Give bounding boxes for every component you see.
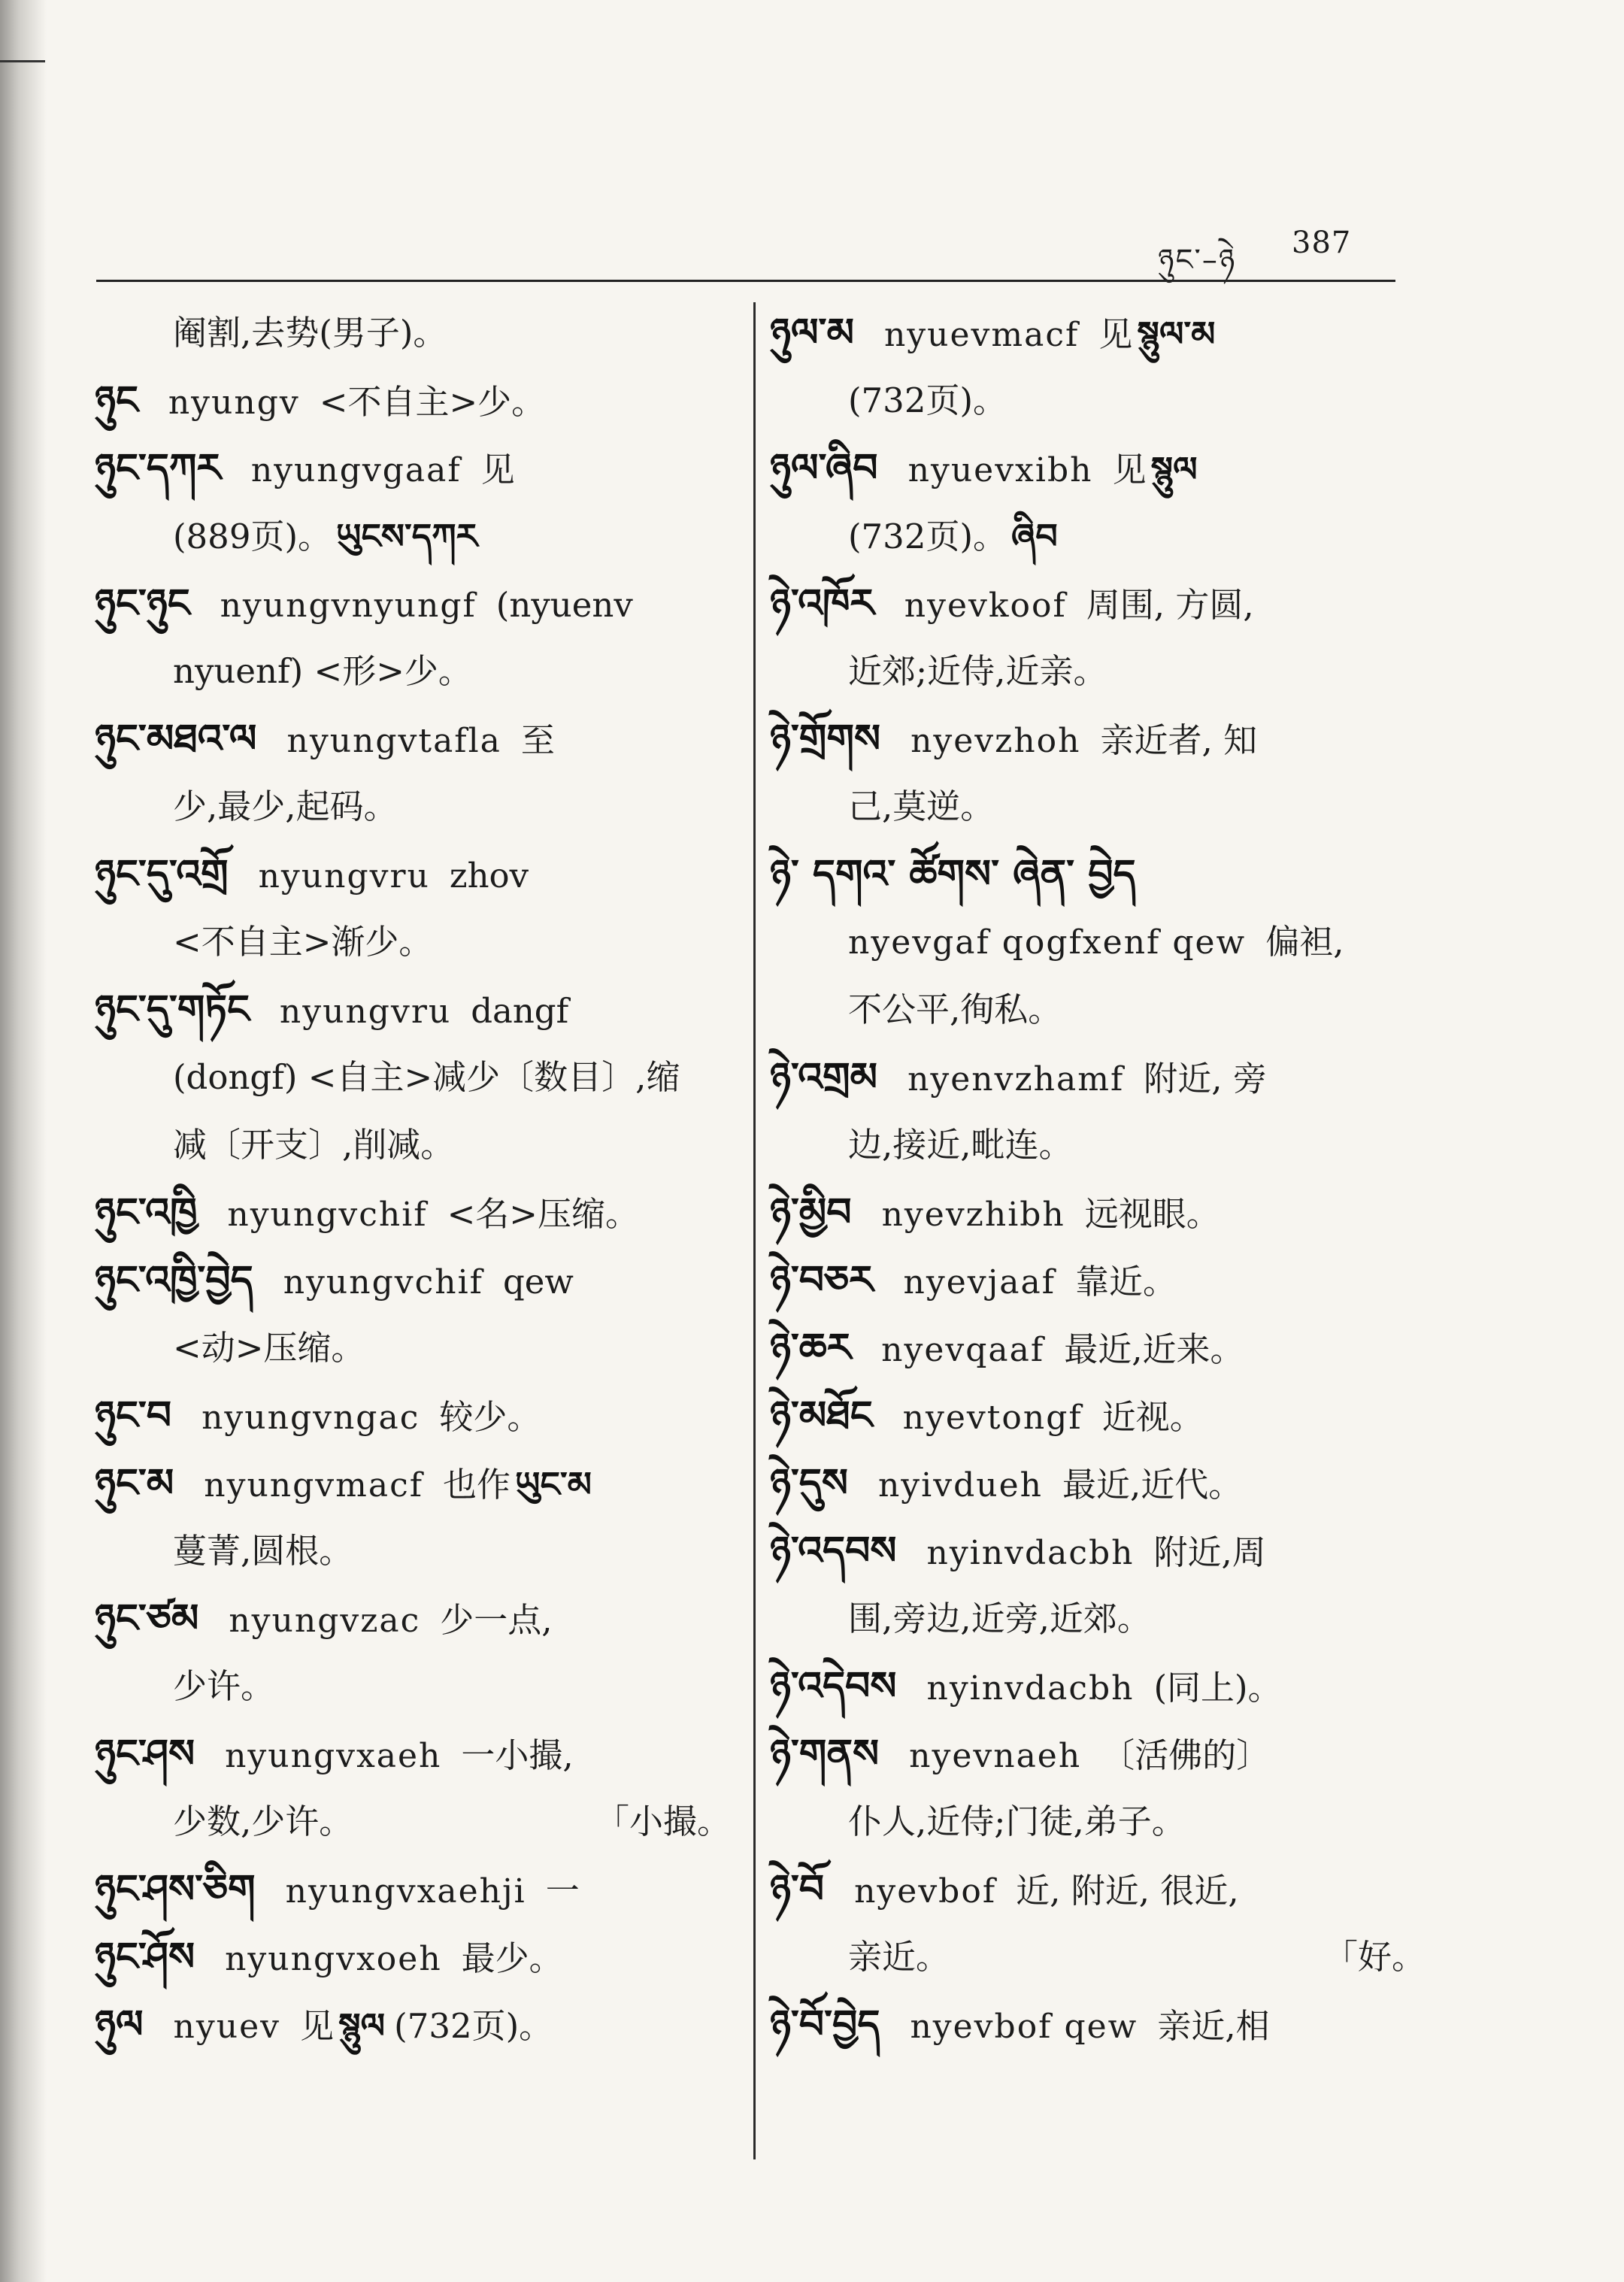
romanization: nyungvru bbox=[258, 857, 430, 896]
page-number: 387 bbox=[1292, 226, 1352, 260]
entry-headword-line bbox=[770, 299, 1426, 367]
entry-headword-line bbox=[770, 1314, 1426, 1382]
definition-text: (dongf) <自主>减少〔数目〕,缩 bbox=[173, 1057, 680, 1097]
entry-headword-line bbox=[770, 1856, 1426, 1923]
definition-text: 最近,近来。 bbox=[1064, 1329, 1244, 1369]
tibetan-headword: ཉེ་ དགའ་ ཚོགས་ ཞེན་ བྱེད bbox=[770, 852, 1136, 897]
entry-continuation-line bbox=[95, 299, 731, 367]
definition-text: 阉割,去势(男子)。 bbox=[173, 313, 447, 353]
entry-headword-line bbox=[770, 1247, 1426, 1314]
tibetan-headword: ཉུལ་མ bbox=[770, 311, 854, 356]
definition-text: 亲近者, 知 bbox=[1100, 720, 1258, 760]
tibetan-headword: ཉེ་མཐོང bbox=[770, 1393, 873, 1438]
entry-headword-line bbox=[770, 841, 1426, 908]
romanization: nyevjaaf bbox=[903, 1263, 1056, 1302]
romanization: nyevtongf bbox=[902, 1399, 1083, 1437]
romanization: nyevzhoh bbox=[910, 722, 1081, 760]
definition-text: 见 bbox=[1112, 450, 1147, 489]
scan-edge-mark bbox=[0, 60, 45, 62]
tibetan-headword: ཉུང་ཤས་ཅིག bbox=[95, 1867, 256, 1912]
tibetan-headword: ཉེ་དུས bbox=[770, 1461, 848, 1506]
entry-headword-line bbox=[95, 976, 731, 1044]
definition-text: 远视眼。 bbox=[1084, 1194, 1220, 1234]
tibetan-crossref: ཡུང་མ bbox=[515, 1464, 592, 1505]
definition-text: 近视。 bbox=[1101, 1397, 1204, 1437]
entry-continuation-line bbox=[770, 1111, 1426, 1179]
right-column bbox=[770, 299, 1426, 2059]
definition-text: (889页)。 bbox=[173, 517, 332, 556]
definition-text: 最少。 bbox=[461, 1938, 563, 1978]
romanization: nyungvzac bbox=[229, 1602, 421, 1640]
entry-continuation-line bbox=[95, 502, 731, 570]
romanization: nyevbof qew bbox=[910, 2008, 1138, 2046]
tibetan-headword: ཉེ་འགྲམ bbox=[770, 1055, 878, 1100]
scan-edge-shadow bbox=[0, 0, 47, 2282]
romanization: nyungvru bbox=[279, 993, 452, 1031]
tibetan-headword: ཉེ་འདབས bbox=[770, 1529, 897, 1574]
definition-text: dangf bbox=[471, 991, 569, 1031]
romanization: nyuevxibh bbox=[907, 451, 1093, 489]
tibetan-headword: ཉུལ་ཞིབ bbox=[770, 446, 878, 491]
definition-text: 靠近。 bbox=[1075, 1262, 1177, 1302]
continuation-marker: 「小撮。 bbox=[595, 1802, 731, 1841]
tibetan-headword: ཉུང་མ bbox=[95, 1461, 174, 1506]
guide-word: ཉུང་–ཉེ bbox=[1158, 243, 1237, 277]
definition-text: 近郊;近侍,近亲。 bbox=[848, 651, 1107, 691]
entry-headword-line bbox=[95, 1382, 731, 1450]
tibetan-headword: ཉེ་བཅར bbox=[770, 1258, 874, 1303]
entry-continuation-line bbox=[95, 1044, 731, 1111]
tibetan-headword: ཉེ་གྲོགས bbox=[770, 717, 881, 762]
entry-headword-line bbox=[95, 1720, 731, 1788]
tibetan-headword: ཉུང་བ bbox=[95, 1393, 172, 1438]
definition-text: 少,最少,起码。 bbox=[173, 786, 398, 826]
romanization: nyevzhibh bbox=[881, 1196, 1065, 1234]
tibetan-headword: ཉུང bbox=[95, 378, 138, 423]
tibetan-headword: ཉུང་དཀར bbox=[95, 446, 221, 491]
definition-text: 少数,少许。 bbox=[173, 1802, 353, 1841]
entry-continuation-line bbox=[95, 773, 731, 841]
definition-text: 见 bbox=[480, 450, 515, 489]
entry-headword-line bbox=[770, 1991, 1426, 2059]
romanization: nyungvmacf bbox=[204, 1466, 424, 1505]
romanization: nyungvgaaf bbox=[250, 451, 462, 489]
romanization: nyungvchif bbox=[283, 1263, 483, 1302]
definition-text-2: (732页)。 bbox=[394, 2006, 553, 2046]
romanization: nyenvzhamf bbox=[907, 1060, 1125, 1099]
entry-continuation-line bbox=[95, 1111, 731, 1179]
definition-text: 见 bbox=[299, 2006, 334, 2046]
definition-text: <动>压缩。 bbox=[173, 1328, 365, 1368]
definition-text: (732页)。 bbox=[848, 517, 1007, 556]
definition-text: (732页)。 bbox=[848, 380, 1007, 420]
entry-headword-line bbox=[95, 570, 731, 638]
romanization: nyungvxaeh bbox=[225, 1737, 442, 1775]
tibetan-headword: ཉུང་འཁྱི་བྱེད bbox=[95, 1258, 253, 1303]
tibetan-headword: ཉུང་མཐའ་ལ bbox=[95, 717, 257, 762]
entry-continuation-line bbox=[95, 1653, 731, 1720]
romanization: nyevbof bbox=[854, 1872, 997, 1911]
tibetan-headword: ཉུང་ཙམ bbox=[95, 1596, 199, 1641]
entry-headword-line bbox=[770, 1653, 1426, 1720]
continuation-marker: 「好。 bbox=[1323, 1937, 1426, 1977]
romanization: nyevkoof bbox=[904, 586, 1067, 625]
entry-headword-line bbox=[770, 435, 1426, 502]
column-divider bbox=[753, 302, 756, 2159]
entry-headword-line bbox=[770, 1517, 1426, 1585]
definition-text: 仆人,近侍;门徒,弟子。 bbox=[848, 1802, 1186, 1841]
tibetan-headword: ཉེ་འདེབས bbox=[770, 1664, 897, 1709]
definition-text: 一 bbox=[545, 1871, 580, 1911]
tibetan-crossref: སྙུལ bbox=[338, 2005, 386, 2046]
tibetan-headword: ཉེ་འཁོར bbox=[770, 581, 874, 626]
definition-text: 少许。 bbox=[173, 1666, 275, 1706]
romanization: nyungvxoeh bbox=[225, 1940, 442, 1978]
definition-text: 至 bbox=[520, 720, 555, 760]
definition-text: 最近,近代。 bbox=[1062, 1465, 1243, 1505]
entry-continuation-line bbox=[770, 502, 1426, 570]
definition-text: 也作 bbox=[443, 1465, 511, 1505]
definition-text: 附近,周 bbox=[1153, 1532, 1266, 1572]
tibetan-headword: ཉེ་གནས bbox=[770, 1732, 880, 1777]
definition-text: 一小撮, bbox=[461, 1735, 574, 1775]
entry-headword-line bbox=[95, 705, 731, 773]
entry-continuation-line bbox=[770, 773, 1426, 841]
definition-text: 附近, 旁 bbox=[1144, 1059, 1267, 1099]
entry-headword-line bbox=[95, 435, 731, 502]
romanization: nyivdueh bbox=[877, 1466, 1043, 1505]
definition-text: 边,接近,毗连。 bbox=[848, 1125, 1073, 1165]
romanization: nyevqaaf bbox=[881, 1331, 1045, 1369]
romanization: nyevnaeh bbox=[909, 1737, 1082, 1775]
definition-text: 周围, 方圆, bbox=[1086, 585, 1254, 625]
definition-text: 少一点, bbox=[440, 1600, 553, 1640]
definition-text: <不自主>少。 bbox=[319, 382, 546, 422]
entry-headword-line bbox=[770, 1450, 1426, 1517]
tibetan-headword: ཉུང་ཉུང bbox=[95, 581, 190, 626]
romanization: nyuev bbox=[173, 2008, 280, 2046]
definition-text: zhov bbox=[449, 856, 529, 896]
entry-headword-line bbox=[95, 841, 731, 908]
definition-text: 亲近。 bbox=[848, 1937, 950, 1977]
entry-headword-line bbox=[95, 1923, 731, 1991]
entry-continuation-line bbox=[770, 638, 1426, 705]
definition-text: (同上)。 bbox=[1153, 1668, 1282, 1708]
tibetan-crossref: ཡུངས་དཀར bbox=[336, 516, 478, 556]
tibetan-headword: ཉུང་འཁྱི bbox=[95, 1190, 198, 1235]
tibetan-headword: ཉུང་ཤོས bbox=[95, 1935, 195, 1980]
romanization: nyuevmacf bbox=[883, 316, 1080, 354]
entry-continuation-line bbox=[770, 1585, 1426, 1653]
entry-continuation-line bbox=[770, 976, 1426, 1044]
definition-text: (nyuenv bbox=[495, 585, 633, 625]
romanization: nyinvdacbh bbox=[926, 1534, 1135, 1572]
entry-continuation-line bbox=[770, 1788, 1426, 1856]
definition-text: 较少。 bbox=[439, 1397, 541, 1437]
definition-text: nyuenf) <形>少。 bbox=[173, 651, 472, 691]
definition-text: <名>压缩。 bbox=[447, 1194, 640, 1234]
entry-headword-line bbox=[770, 1179, 1426, 1247]
tibetan-crossref: ཞིབ bbox=[1011, 516, 1058, 556]
definition-text: <不自主>渐少。 bbox=[173, 922, 433, 962]
tibetan-headword: ཉེ་བོ bbox=[770, 1867, 825, 1912]
entry-headword-line bbox=[95, 1247, 731, 1314]
entry-continuation-line bbox=[95, 1788, 731, 1856]
entry-continuation-line bbox=[770, 1923, 1426, 1991]
tibetan-headword: ཉེ་བོ་བྱེད bbox=[770, 2002, 880, 2047]
entry-headword-line bbox=[95, 367, 731, 435]
definition-text: qew bbox=[502, 1262, 574, 1302]
entry-continuation-line bbox=[770, 908, 1426, 976]
tibetan-headword: ཉུང་དུ་འགྲོ bbox=[95, 852, 229, 897]
tibetan-headword: ཉུང་ཤས bbox=[95, 1732, 195, 1777]
header-rule bbox=[96, 280, 1395, 282]
entry-headword-line bbox=[770, 1720, 1426, 1788]
romanization: nyungvchif bbox=[227, 1196, 428, 1234]
romanization: nyungvnyungf bbox=[220, 586, 477, 625]
tibetan-headword: ཉུང་དུ་གཏོང bbox=[95, 987, 250, 1032]
entry-continuation-line bbox=[95, 1314, 731, 1382]
tibetan-headword: ཉེ་ཆར bbox=[770, 1326, 852, 1371]
entry-headword-line bbox=[770, 1044, 1426, 1111]
entry-headword-line bbox=[95, 1856, 731, 1923]
entry-continuation-line bbox=[95, 638, 731, 705]
tibetan-headword: ཉུལ bbox=[95, 2002, 144, 2047]
romanization: nyungvtafla bbox=[286, 722, 501, 760]
definition-text: 〔活佛的〕 bbox=[1101, 1735, 1271, 1775]
definition-text: 围,旁边,近旁,近郊。 bbox=[848, 1599, 1151, 1638]
left-column bbox=[95, 299, 731, 2059]
entry-continuation-line bbox=[95, 1517, 731, 1585]
definition-text: 蔓菁,圆根。 bbox=[173, 1531, 353, 1571]
entry-headword-line bbox=[770, 1382, 1426, 1450]
definition-text: 不公平,徇私。 bbox=[848, 989, 1062, 1029]
definition-text: 偏袒, bbox=[1265, 922, 1344, 962]
tibetan-crossref: སྙུལ་མ bbox=[1137, 314, 1216, 354]
definition-text: 见 bbox=[1098, 314, 1133, 354]
romanization: nyevgaf qogfxenf qew bbox=[848, 923, 1247, 962]
entry-headword-line bbox=[95, 1450, 731, 1517]
romanization: nyungvngac bbox=[201, 1399, 420, 1437]
definition-text: 近, 附近, 很近, bbox=[1016, 1871, 1239, 1911]
tibetan-crossref: སྙུལ bbox=[1150, 449, 1198, 489]
entry-headword-line bbox=[95, 1991, 731, 2059]
romanization: nyungvxaehji bbox=[285, 1872, 526, 1911]
entry-continuation-line bbox=[95, 908, 731, 976]
entry-headword-line bbox=[95, 1179, 731, 1247]
entry-continuation-line bbox=[770, 367, 1426, 435]
definition-text: 己,莫逆。 bbox=[848, 786, 995, 826]
tibetan-headword: ཉེ་མྱིབ bbox=[770, 1190, 852, 1235]
entry-headword-line bbox=[770, 705, 1426, 773]
definition-text: 减〔开支〕,削减。 bbox=[173, 1125, 455, 1165]
entry-headword-line bbox=[770, 570, 1426, 638]
romanization: nyinvdacbh bbox=[926, 1669, 1135, 1708]
romanization: nyungv bbox=[168, 383, 300, 422]
definition-text: 亲近,相 bbox=[1157, 2006, 1270, 2046]
entry-headword-line bbox=[95, 1585, 731, 1653]
